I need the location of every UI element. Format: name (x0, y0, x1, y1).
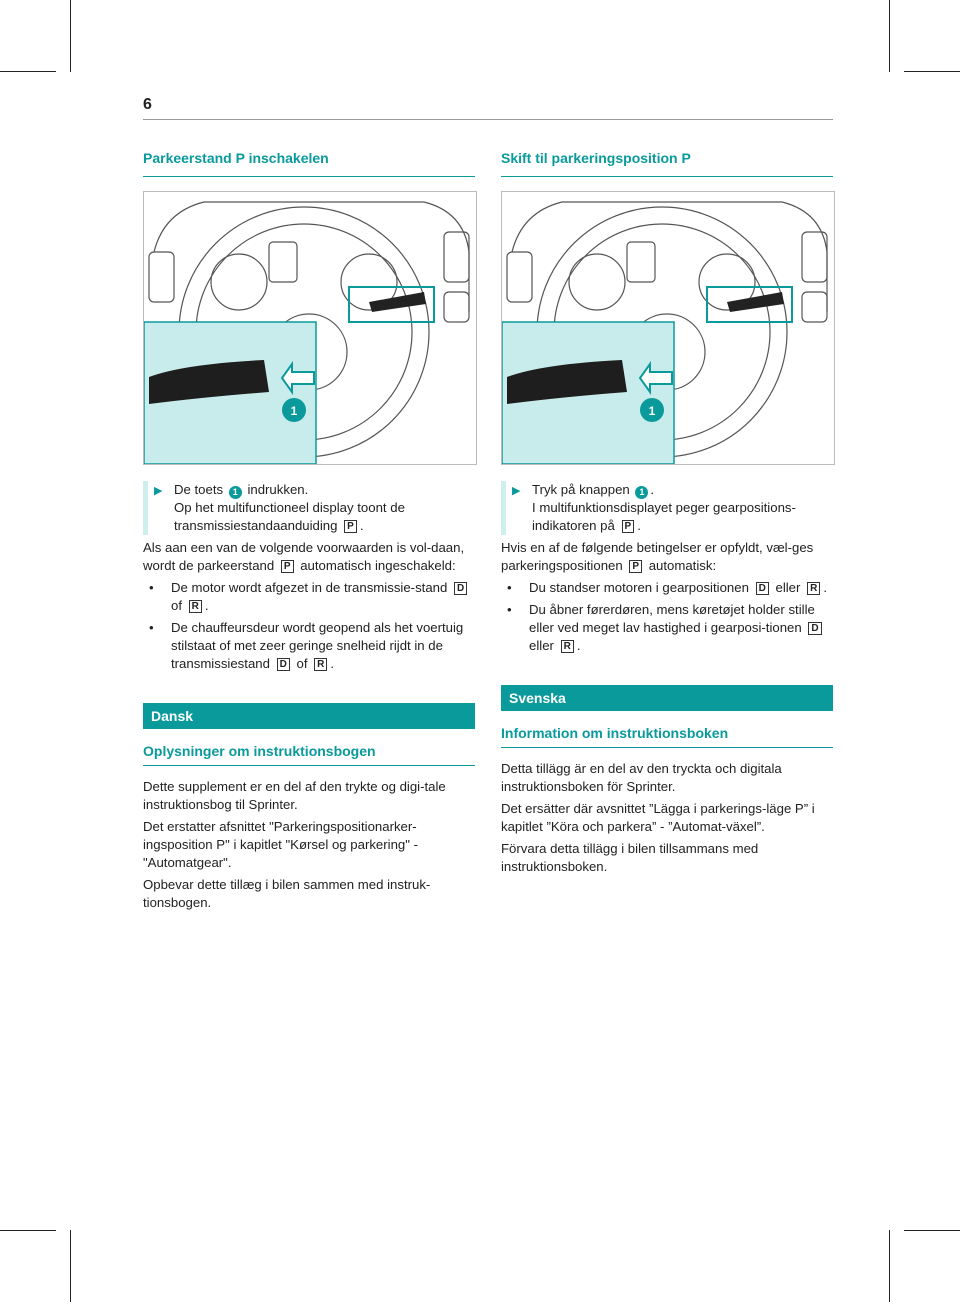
subsection-heading: Information om instruktionsboken (501, 725, 833, 748)
gear-key-icon: R (189, 600, 202, 613)
step-item (501, 481, 833, 535)
header-rule (143, 119, 833, 120)
section-heading: Skift til parkeringsposition P (501, 150, 833, 177)
step-text: . (359, 518, 364, 533)
paragraph: Det ersätter där avsnittet ”Lägga i parkerings-läge P” i kapitlet ”Köra och parkera” - ”Automat-växel”. (501, 801, 815, 834)
section-body (143, 778, 475, 912)
crop-mark (70, 1230, 71, 1302)
right-column (501, 150, 833, 876)
crop-mark (70, 0, 71, 72)
crop-mark (904, 71, 960, 72)
gear-key-icon: P (344, 520, 357, 533)
left-column (143, 150, 475, 912)
gear-key-icon: P (629, 560, 642, 573)
paragraph: Opbevar dette tillæg i bilen sammen med instruk-tionsbogen. (143, 877, 431, 910)
figure-callout: 1 (648, 404, 656, 418)
figure-callout: 1 (290, 404, 298, 418)
crop-mark (0, 71, 56, 72)
subsection-heading: Oplysninger om instruktionsbogen (143, 743, 475, 766)
paragraph: Förvara detta tillägg i bilen tillsammans med instruktionsboken. (501, 841, 759, 874)
step-text: indrukken. (243, 482, 309, 497)
gear-key-icon: D (277, 658, 290, 671)
bullet-icon: • (149, 620, 154, 635)
crop-mark (0, 1230, 56, 1231)
step-text: . (650, 482, 655, 497)
steering-wheel-illustration (143, 191, 477, 465)
step-item (143, 481, 475, 535)
step-arrow-icon: ▶ (512, 485, 521, 497)
step-arrow-icon: ▶ (154, 485, 163, 497)
bullet-icon: • (507, 602, 512, 617)
step-text: De toets (174, 482, 227, 497)
page-number: 6 (143, 96, 152, 113)
gear-key-icon: P (281, 560, 294, 573)
section-heading: Parkeerstand P inschakelen (143, 150, 475, 177)
list-item: • Du åbner førerdøren, mens køretøjet holder stille eller ved meget lav hastighed i gearposi-tionen D eller R . (501, 601, 833, 655)
gear-key-icon: D (808, 622, 821, 635)
paragraph: Dette supplement er en del af den trykte og digi-tale instruktionsbog til Sprinter. (143, 779, 446, 812)
paragraph: Hvis en af de følgende betingelser er opfyldt, væl-ges parkeringspositionen P automatisk: (501, 540, 814, 573)
step-text: Tryk på knappen (532, 482, 634, 497)
paragraph: Detta tillägg är en del av den tryckta och digitala instruktionsboken för Sprinter. (501, 761, 782, 794)
list-item: • Du standser motoren i gearpositionen D eller R . (501, 579, 833, 597)
gear-key-icon: D (454, 582, 467, 595)
step-text: Op het multifunctioneel display toont de transmissiestandaanduiding (174, 500, 405, 533)
gear-key-icon: R (561, 640, 574, 653)
list-item: • De chauffeursdeur wordt geopend als het voertuig stilstaat of met zeer geringe snelheid rijdt in de transmissiestand D of R . (143, 619, 475, 673)
bullet-icon: • (149, 580, 154, 595)
language-bar: Svenska (501, 685, 833, 711)
gear-key-icon: P (622, 520, 635, 533)
steering-wheel-illustration (501, 191, 835, 465)
paragraph: Det erstatter afsnittet "Parkeringspositionarker-ingsposition P" i kapitlet "Kørsel og parkering" - "Automatgear". (143, 819, 418, 870)
step-text: . (637, 518, 641, 533)
bullet-icon: • (507, 580, 512, 595)
crop-mark (904, 1230, 960, 1231)
callout-number-icon: 1 (635, 486, 648, 499)
gear-key-icon: D (756, 582, 769, 595)
crop-mark (889, 1230, 890, 1302)
paragraph: Als aan een van de volgende voorwaarden is vol-daan, wordt de parkeerstand P automatisch ingeschakeld: (143, 540, 465, 573)
callout-number-icon: 1 (229, 486, 242, 499)
language-bar: Dansk (143, 703, 475, 729)
instruction-steps (143, 481, 475, 673)
crop-mark (889, 0, 890, 72)
section-body (501, 760, 833, 876)
instruction-steps (501, 481, 833, 655)
gear-key-icon: R (314, 658, 327, 671)
step-text: I multifunktionsdisplayet peger gearpositions-indikatoren på (532, 500, 796, 533)
gear-key-icon: R (807, 582, 820, 595)
list-item: • De motor wordt afgezet in de transmissie-stand D of R . (143, 579, 475, 615)
